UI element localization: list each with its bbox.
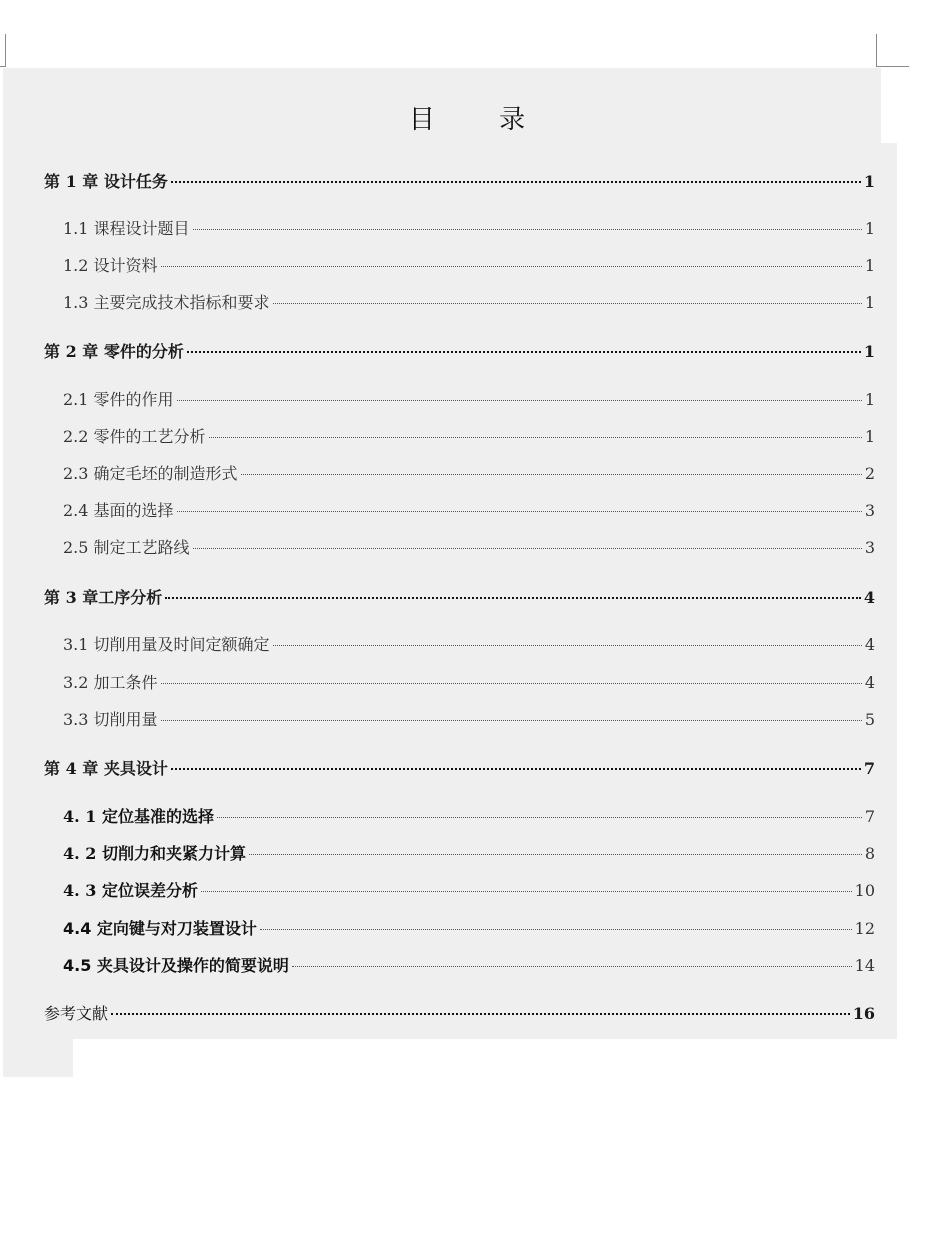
toc-references[interactable] bbox=[44, 1001, 875, 1025]
toc-entry-page: 10 bbox=[854, 881, 875, 900]
dot-leader bbox=[177, 400, 862, 401]
toc-entry-label: 2.2 零件的工艺分析 bbox=[63, 427, 206, 446]
toc-entry-page: 1 bbox=[863, 172, 875, 191]
dot-leader bbox=[161, 266, 862, 267]
crop-mark-top-left-horizontal bbox=[0, 66, 6, 67]
toc-section-2-2[interactable] bbox=[63, 424, 875, 448]
toc-entry-page: 7 bbox=[864, 807, 875, 826]
crop-mark-top-right-horizontal bbox=[876, 66, 909, 67]
toc-entry-label: 4. 3 定位误差分析 bbox=[63, 881, 198, 900]
toc-entry-page: 5 bbox=[864, 710, 875, 729]
toc-entry-label: 3.1 切削用量及时间定额确定 bbox=[63, 635, 270, 654]
toc-section-4-5[interactable] bbox=[63, 953, 875, 977]
toc-entry-label: 1.1 课程设计题目 bbox=[63, 219, 190, 238]
toc-entry-page: 12 bbox=[854, 919, 875, 938]
dot-leader bbox=[249, 854, 862, 855]
dot-leader bbox=[241, 474, 862, 475]
toc-entry-page: 3 bbox=[864, 538, 875, 557]
toc-entry-label: 第 2 章 零件的分析 bbox=[44, 342, 184, 361]
toc-field-shading-tail bbox=[3, 1038, 73, 1077]
toc-entry-page: 1 bbox=[863, 342, 875, 361]
toc-chapter-1[interactable] bbox=[44, 169, 875, 193]
toc-entry-page: 1 bbox=[864, 427, 875, 446]
toc-entry-page: 4 bbox=[864, 673, 875, 692]
toc-entry-label: 1.3 主要完成技术指标和要求 bbox=[63, 293, 270, 312]
toc-section-1-3[interactable] bbox=[63, 290, 875, 314]
toc-title: 目 录 bbox=[408, 105, 554, 135]
toc-entry-label: 4.4 定向键与对刀装置设计 bbox=[63, 919, 257, 938]
toc-entry-label: 4. 2 切削力和夹紧力计算 bbox=[63, 844, 246, 863]
toc-entry-page: 4 bbox=[864, 635, 875, 654]
toc-section-2-5[interactable] bbox=[63, 535, 875, 559]
toc-section-4-1[interactable] bbox=[63, 804, 875, 828]
toc-entry-label: 4.5 夹具设计及操作的简要说明 bbox=[63, 956, 289, 975]
crop-mark-top-left-vertical bbox=[5, 34, 6, 67]
toc-entry-page: 7 bbox=[863, 759, 875, 778]
toc-section-3-3[interactable] bbox=[63, 707, 875, 731]
dot-leader bbox=[187, 351, 861, 353]
toc-entry-label: 2.5 制定工艺路线 bbox=[63, 538, 190, 557]
toc-entry-page: 1 bbox=[864, 293, 875, 312]
dot-leader bbox=[177, 511, 862, 512]
toc-entry-page: 1 bbox=[864, 390, 875, 409]
toc-chapter-2[interactable] bbox=[44, 339, 875, 363]
dot-leader bbox=[273, 645, 862, 646]
dot-leader bbox=[171, 768, 861, 770]
toc-entry-page: 4 bbox=[863, 588, 875, 607]
dot-leader bbox=[201, 891, 852, 892]
toc-entry-label: 2.4 基面的选择 bbox=[63, 501, 174, 520]
toc-entry-label: 第 4 章 夹具设计 bbox=[44, 759, 168, 778]
toc-entry-page: 16 bbox=[852, 1004, 875, 1023]
toc-section-4-4[interactable] bbox=[63, 916, 875, 940]
toc-entry-page: 1 bbox=[864, 219, 875, 238]
toc-entry-page: 2 bbox=[864, 464, 875, 483]
dot-leader bbox=[292, 966, 852, 967]
toc-entry-label: 第 1 章 设计任务 bbox=[44, 172, 168, 191]
dot-leader bbox=[217, 817, 862, 818]
toc-entry-page: 8 bbox=[864, 844, 875, 863]
dot-leader bbox=[161, 683, 862, 684]
toc-section-2-3[interactable] bbox=[63, 461, 875, 485]
toc-section-3-1[interactable] bbox=[63, 632, 875, 656]
toc-chapter-4[interactable] bbox=[44, 756, 875, 780]
dot-leader bbox=[171, 181, 861, 183]
dot-leader bbox=[161, 720, 862, 721]
toc-entry-page: 1 bbox=[864, 256, 875, 275]
dot-leader bbox=[111, 1013, 850, 1015]
dot-leader bbox=[209, 437, 862, 438]
toc-entry-label: 参考文献 bbox=[44, 1004, 109, 1023]
crop-mark-top-right-vertical bbox=[876, 34, 877, 67]
dot-leader bbox=[260, 929, 852, 930]
toc-entry-label: 第 3 章工序分析 bbox=[44, 588, 163, 607]
dot-leader bbox=[193, 548, 862, 549]
toc-section-1-1[interactable] bbox=[63, 216, 875, 240]
toc-entry-label: 4. 1 定位基准的选择 bbox=[63, 807, 214, 826]
toc-entry-label: 3.3 切削用量 bbox=[63, 710, 158, 729]
toc-entry-label: 2.1 零件的作用 bbox=[63, 390, 174, 409]
toc-section-4-3[interactable] bbox=[63, 878, 875, 902]
toc-section-4-2[interactable] bbox=[63, 841, 875, 865]
toc-entry-page: 14 bbox=[854, 956, 875, 975]
toc-entry-label: 3.2 加工条件 bbox=[63, 673, 158, 692]
toc-entry-label: 1.2 设计资料 bbox=[63, 256, 158, 275]
dot-leader bbox=[165, 597, 861, 599]
toc-section-2-1[interactable] bbox=[63, 387, 875, 411]
toc-entry-label: 2.3 确定毛坯的制造形式 bbox=[63, 464, 238, 483]
toc-chapter-3[interactable] bbox=[44, 585, 875, 609]
dot-leader bbox=[273, 303, 862, 304]
toc-section-1-2[interactable] bbox=[63, 253, 875, 277]
toc-section-3-2[interactable] bbox=[63, 670, 875, 694]
dot-leader bbox=[193, 229, 862, 230]
toc-entry-page: 3 bbox=[864, 501, 875, 520]
toc-section-2-4[interactable] bbox=[63, 498, 875, 522]
